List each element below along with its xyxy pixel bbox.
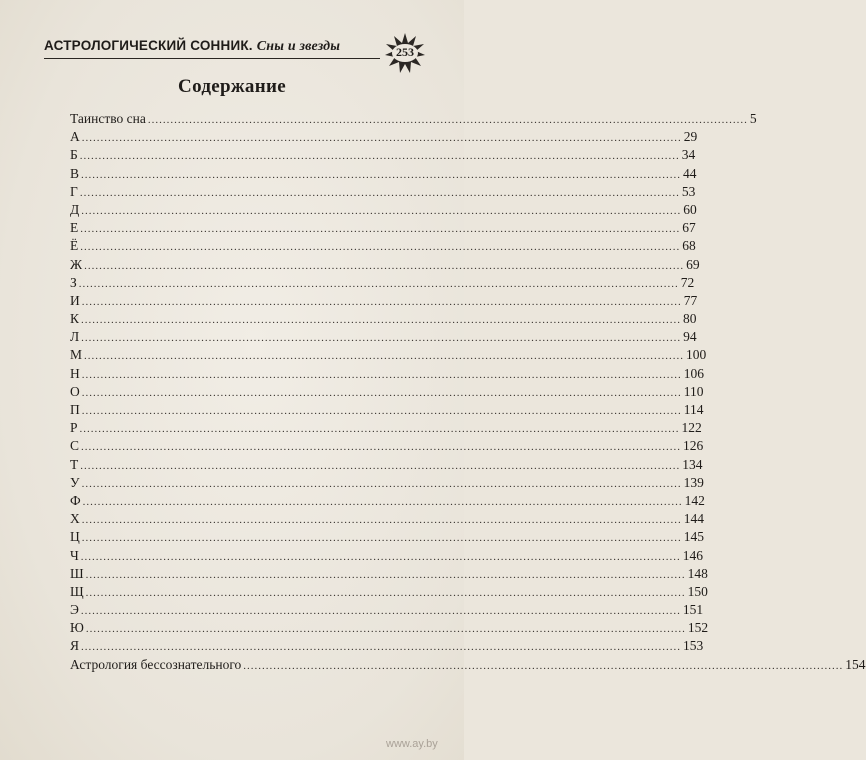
dot-leader: ................................................................................................................................................................ bbox=[81, 514, 682, 527]
toc-entry-page-number: 69 bbox=[686, 256, 700, 272]
toc-entry-page-number: 126 bbox=[683, 438, 704, 454]
toc-entry-page-number: 153 bbox=[683, 638, 704, 654]
dot-leader: ................................................................................................................................................................ bbox=[81, 386, 682, 399]
toc-entry bbox=[70, 456, 703, 474]
toc-entry bbox=[70, 110, 757, 128]
toc-entry bbox=[70, 419, 702, 437]
toc-entry bbox=[70, 383, 704, 401]
dot-leader: ................................................................................................................................................................ bbox=[80, 550, 681, 563]
dot-leader: ................................................................................................................................................................ bbox=[81, 532, 682, 545]
toc-entry-label: Т bbox=[70, 456, 79, 472]
toc-entry-page-number: 142 bbox=[684, 492, 705, 508]
toc-entry-label: Я bbox=[70, 638, 80, 654]
toc-entry-page-number: 68 bbox=[682, 238, 696, 254]
toc-entry bbox=[70, 528, 704, 546]
toc-entry-label: Ж bbox=[70, 256, 83, 272]
dot-leader: ................................................................................................................................................................ bbox=[78, 277, 679, 290]
dot-leader: ................................................................................................................................................................ bbox=[81, 168, 682, 181]
toc-entry-page-number: 151 bbox=[682, 602, 704, 618]
toc-entry-label: Ю bbox=[70, 620, 84, 636]
toc-entry-page-number: 67 bbox=[682, 220, 696, 236]
toc-entry bbox=[70, 601, 704, 619]
toc-entry-page-number: 150 bbox=[687, 583, 708, 599]
dot-leader: ................................................................................................................................................................ bbox=[80, 223, 681, 236]
watermark: www.ay.by bbox=[386, 738, 438, 750]
toc-entry bbox=[70, 510, 704, 528]
toc-entry-label: Ё bbox=[70, 238, 79, 254]
header-rule bbox=[44, 58, 380, 59]
toc-entry-label: Ц bbox=[70, 529, 80, 545]
toc-entry-label: Ф bbox=[70, 492, 81, 508]
dot-leader: ................................................................................................................................................................ bbox=[81, 368, 682, 381]
toc-entry-label: Г bbox=[70, 183, 78, 199]
dot-leader: ................................................................................................................................................................ bbox=[85, 568, 686, 581]
toc-entry bbox=[70, 565, 708, 583]
toc-entry-label: К bbox=[70, 311, 80, 327]
toc-entry-page-number: 94 bbox=[683, 329, 697, 345]
toc-entry-label: Н bbox=[70, 365, 80, 381]
dot-leader: ................................................................................................................................................................ bbox=[79, 186, 680, 199]
toc-entry bbox=[70, 437, 704, 455]
toc-entry bbox=[70, 165, 697, 183]
dot-leader: ................................................................................................................................................................ bbox=[81, 204, 682, 217]
toc-entry-page-number: 72 bbox=[680, 274, 695, 290]
dot-leader: ................................................................................................................................................................ bbox=[80, 605, 681, 618]
dot-leader: ................................................................................................................................................................ bbox=[85, 623, 686, 636]
running-subtitle: Сны и звезды bbox=[256, 39, 341, 54]
toc-entry-label: З bbox=[70, 274, 77, 290]
toc-entry-label: М bbox=[70, 347, 83, 363]
dot-leader: ................................................................................................................................................................ bbox=[84, 259, 685, 272]
toc-entry bbox=[70, 365, 704, 383]
toc-entry-page-number: 145 bbox=[683, 529, 704, 545]
toc-entry bbox=[70, 274, 695, 292]
toc-entry-label: У bbox=[70, 474, 80, 490]
page-title: Содержание bbox=[178, 76, 286, 97]
toc-entry bbox=[70, 547, 704, 565]
dot-leader: ................................................................................................................................................................ bbox=[84, 350, 685, 363]
dot-leader: ................................................................................................................................................................ bbox=[81, 641, 682, 654]
toc-entry bbox=[70, 256, 700, 274]
toc-entry bbox=[70, 146, 696, 164]
dot-leader: ................................................................................................................................................................ bbox=[79, 150, 680, 163]
toc-entry-page-number: 148 bbox=[687, 565, 708, 581]
toc-entry-page-number: 146 bbox=[682, 547, 704, 563]
toc-entry-label: А bbox=[70, 129, 80, 145]
toc-entry bbox=[70, 310, 697, 328]
toc-entry bbox=[70, 128, 698, 146]
dot-leader: ................................................................................................................................................................ bbox=[81, 295, 682, 308]
dot-leader: ................................................................................................................................................................ bbox=[81, 405, 682, 417]
toc-entry bbox=[70, 656, 866, 674]
toc-entry-page-number: 60 bbox=[683, 201, 697, 217]
toc-entry-page-number: 29 bbox=[683, 129, 698, 145]
toc-entry-page-number: 53 bbox=[681, 183, 696, 199]
toc-entry bbox=[70, 619, 709, 637]
toc-entry bbox=[70, 183, 696, 201]
dot-leader: ................................................................................................................................................................ bbox=[81, 314, 682, 327]
toc-entry-page-number: 122 bbox=[681, 420, 702, 436]
toc-entry-page-number: 34 bbox=[681, 147, 696, 163]
toc-entry-label: О bbox=[70, 383, 80, 399]
running-header bbox=[44, 38, 384, 55]
toc-entry bbox=[70, 401, 704, 419]
toc-entry-label: Ш bbox=[70, 565, 84, 581]
toc-entry bbox=[70, 474, 704, 492]
toc-entry-label: Э bbox=[70, 602, 79, 618]
toc-entry-label: Д bbox=[70, 201, 80, 217]
toc-entry-label: И bbox=[70, 292, 80, 308]
toc-entry-page-number: 144 bbox=[683, 511, 704, 527]
toc-entry-label: Е bbox=[70, 220, 79, 236]
toc-entry bbox=[70, 346, 707, 364]
page-number: 253 bbox=[396, 45, 414, 59]
toc-entry-page-number: 5 bbox=[749, 111, 757, 126]
toc-entry bbox=[70, 292, 698, 310]
toc-entry-label: Л bbox=[70, 329, 80, 345]
toc-entry bbox=[70, 219, 696, 237]
dot-leader: ................................................................................................................................................................ bbox=[147, 114, 748, 126]
toc-entry-label: Щ bbox=[70, 583, 84, 599]
dot-leader: ................................................................................................................................................................ bbox=[82, 495, 683, 508]
toc-entry bbox=[70, 583, 708, 601]
toc-entry-label: П bbox=[70, 402, 80, 417]
dot-leader: ................................................................................................................................................................ bbox=[80, 241, 681, 254]
dot-leader: ................................................................................................................................................................ bbox=[243, 659, 844, 672]
toc-entry-label: Астрология бессознательного bbox=[70, 656, 242, 672]
toc-entry bbox=[70, 328, 697, 346]
dot-leader: ................................................................................................................................................................ bbox=[80, 459, 681, 472]
toc-entry-page-number: 106 bbox=[683, 365, 704, 381]
toc-entry-label: Таинство сна bbox=[70, 111, 146, 126]
toc-entry bbox=[70, 237, 696, 255]
toc-entry-page-number: 100 bbox=[686, 347, 707, 363]
dot-leader: ................................................................................................................................................................ bbox=[79, 423, 680, 436]
toc-entry bbox=[70, 201, 697, 219]
toc-entry-label: Х bbox=[70, 511, 80, 527]
toc-entry-page-number: 77 bbox=[683, 292, 698, 308]
toc-entry-page-number: 80 bbox=[683, 311, 697, 327]
dot-leader: ................................................................................................................................................................ bbox=[81, 441, 682, 454]
toc-entry-page-number: 139 bbox=[683, 474, 704, 490]
dot-leader: ................................................................................................................................................................ bbox=[81, 332, 682, 345]
running-title: АСТРОЛОГИЧЕСКИЙ СОННИК. bbox=[44, 38, 253, 53]
toc-entry-page-number: 110 bbox=[683, 383, 704, 399]
toc-entry-label: Б bbox=[70, 147, 78, 163]
toc-entry bbox=[70, 637, 704, 655]
dot-leader: ................................................................................................................................................................ bbox=[81, 477, 682, 490]
dot-leader: ................................................................................................................................................................ bbox=[81, 132, 682, 145]
toc-entry-label: В bbox=[70, 165, 80, 181]
toc-entry-label: С bbox=[70, 438, 80, 454]
toc-entry-label: Ч bbox=[70, 547, 79, 563]
toc-entry-page-number: 114 bbox=[683, 402, 704, 417]
toc-entry-page-number: 154 bbox=[845, 656, 866, 672]
toc-entry bbox=[70, 492, 705, 510]
toc-entry-page-number: 134 bbox=[682, 456, 703, 472]
table-of-contents bbox=[70, 110, 866, 674]
toc-entry-page-number: 44 bbox=[683, 165, 697, 181]
toc-entry-label: Р bbox=[70, 420, 78, 436]
dot-leader: ................................................................................................................................................................ bbox=[85, 586, 686, 599]
toc-entry-page-number: 152 bbox=[687, 620, 709, 636]
